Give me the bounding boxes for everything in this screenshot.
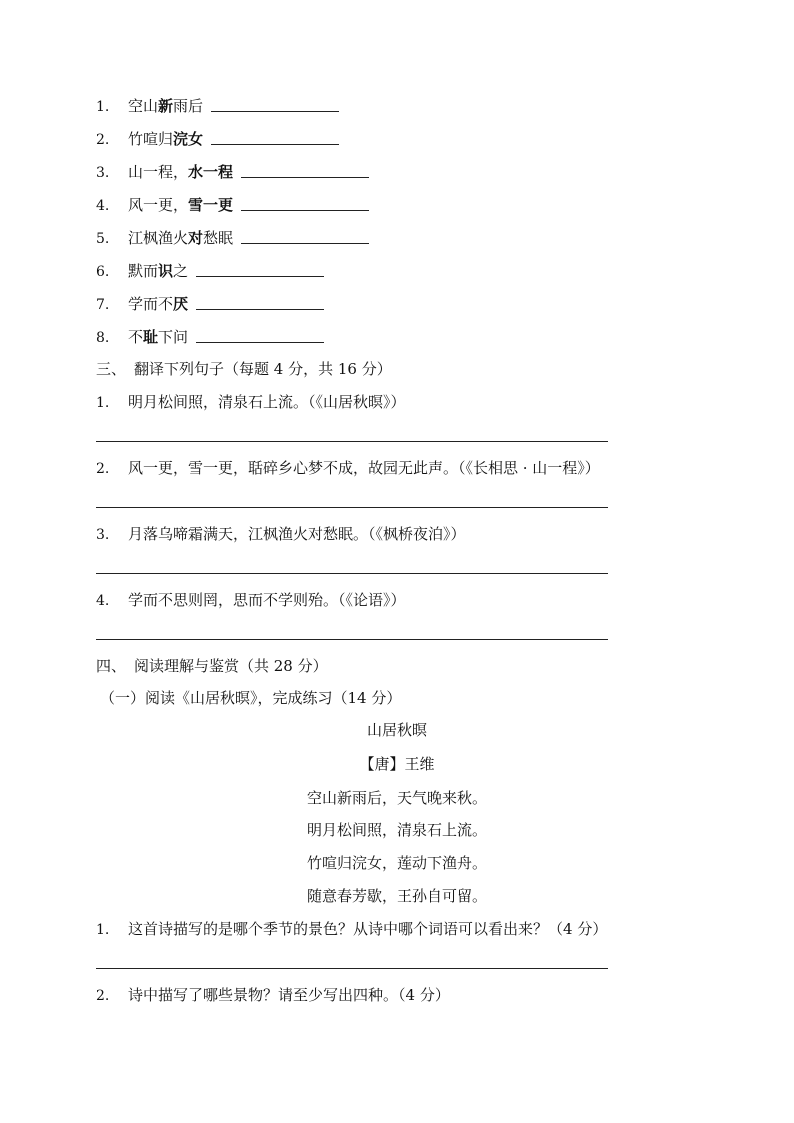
answer-blank[interactable] [241, 163, 369, 178]
translate-question-4 [96, 589, 406, 611]
question-text: 这首诗描写的是哪个季节的景色？从诗中哪个词语可以看出来？（4 分） [128, 920, 608, 938]
item-text: 山一程， [128, 163, 189, 181]
reading-question-1 [96, 918, 607, 940]
fill-item-6 [96, 260, 324, 282]
section-title: 翻译下列句子（每题 4 分，共 16 分） [134, 360, 392, 378]
answer-blank[interactable] [241, 196, 369, 211]
item-text: 愁眠 [203, 229, 234, 247]
poem-author: 【唐】王维 [359, 755, 435, 773]
answer-blank[interactable] [196, 328, 324, 343]
item-number: 8. [96, 330, 110, 346]
translate-question-2 [96, 457, 600, 479]
answer-blank[interactable] [211, 130, 339, 145]
question-number: 4. [96, 593, 110, 609]
question-text: 明月松间照，清泉石上流。（《山居秋暝》） [128, 393, 406, 411]
question-number: 1. [96, 922, 110, 938]
item-text: 江枫渔火 [128, 229, 189, 247]
item-number: 7. [96, 297, 110, 313]
section-heading-translate [96, 358, 392, 380]
item-text: 空山 [128, 97, 159, 115]
answer-line[interactable] [96, 968, 608, 969]
poem-line-3: 竹喧归浣女，莲动下渔舟。 [306, 854, 487, 872]
answer-blank[interactable] [211, 97, 339, 112]
poem-line-2: 明月松间照，清泉石上流。 [306, 821, 487, 839]
question-text: 学而不思则罔，思而不学则殆。（《论语》） [128, 591, 406, 609]
item-text: 不 [128, 328, 144, 346]
section-number: 三、 [96, 360, 127, 378]
item-number: 2. [96, 132, 110, 148]
translate-question-3 [96, 523, 466, 545]
item-text: 风一更， [128, 196, 189, 214]
item-text: 学而不 [128, 295, 174, 313]
section-title: 阅读理解与鉴赏（共 28 分） [134, 657, 328, 675]
answer-line[interactable] [96, 441, 608, 442]
question-text: 风一更，雪一更，聒碎乡心梦不成，故园无此声。（《长相思 · 山一程》） [128, 459, 600, 477]
question-number: 2. [96, 461, 110, 477]
section-number: 四、 [96, 657, 127, 675]
fill-item-3 [96, 161, 369, 183]
fill-item-7 [96, 293, 324, 315]
item-text: 之 [173, 262, 189, 280]
subsection-heading: （一）阅读《山居秋暝》，完成练习（14 分） [100, 689, 402, 707]
item-bold: 对 [188, 229, 204, 247]
reading-question-2 [96, 984, 450, 1006]
item-bold: 新 [158, 97, 174, 115]
item-text: 默而 [128, 262, 159, 280]
item-bold: 耻 [143, 328, 159, 346]
item-text: 竹喧归 [128, 130, 174, 148]
poem-line-4: 随意春芳歇，王孙自可留。 [306, 887, 487, 905]
poem-line-1: 空山新雨后，天气晚来秋。 [306, 789, 487, 807]
item-number: 6. [96, 264, 110, 280]
item-bold: 识 [158, 262, 174, 280]
fill-item-1 [96, 95, 339, 117]
question-number: 2. [96, 988, 110, 1004]
item-number: 5. [96, 231, 110, 247]
item-text: 雨后 [173, 97, 204, 115]
translate-question-1 [96, 391, 406, 413]
answer-line[interactable] [96, 639, 608, 640]
question-text: 月落乌啼霜满天，江枫渔火对愁眠。（《枫桥夜泊》） [128, 525, 466, 543]
item-bold: 雪一更 [188, 196, 234, 214]
poem-title: 山居秋暝 [366, 721, 427, 739]
item-bold: 浣女 [173, 130, 204, 148]
question-number: 3. [96, 527, 110, 543]
fill-item-4 [96, 194, 369, 216]
item-bold: 厌 [173, 295, 189, 313]
answer-line[interactable] [96, 507, 608, 508]
question-text: 诗中描写了哪些景物？请至少写出四种。（4 分） [128, 986, 450, 1004]
fill-item-8 [96, 326, 324, 348]
question-number: 1. [96, 395, 110, 411]
section-heading-reading [96, 655, 328, 677]
fill-item-5 [96, 227, 369, 249]
item-number: 3. [96, 165, 110, 181]
fill-item-2 [96, 128, 339, 150]
answer-blank[interactable] [196, 262, 324, 277]
answer-blank[interactable] [241, 229, 369, 244]
item-bold: 水一程 [188, 163, 234, 181]
answer-line[interactable] [96, 573, 608, 574]
answer-blank[interactable] [196, 295, 324, 310]
item-number: 1. [96, 99, 110, 115]
item-number: 4. [96, 198, 110, 214]
item-text: 下问 [158, 328, 189, 346]
